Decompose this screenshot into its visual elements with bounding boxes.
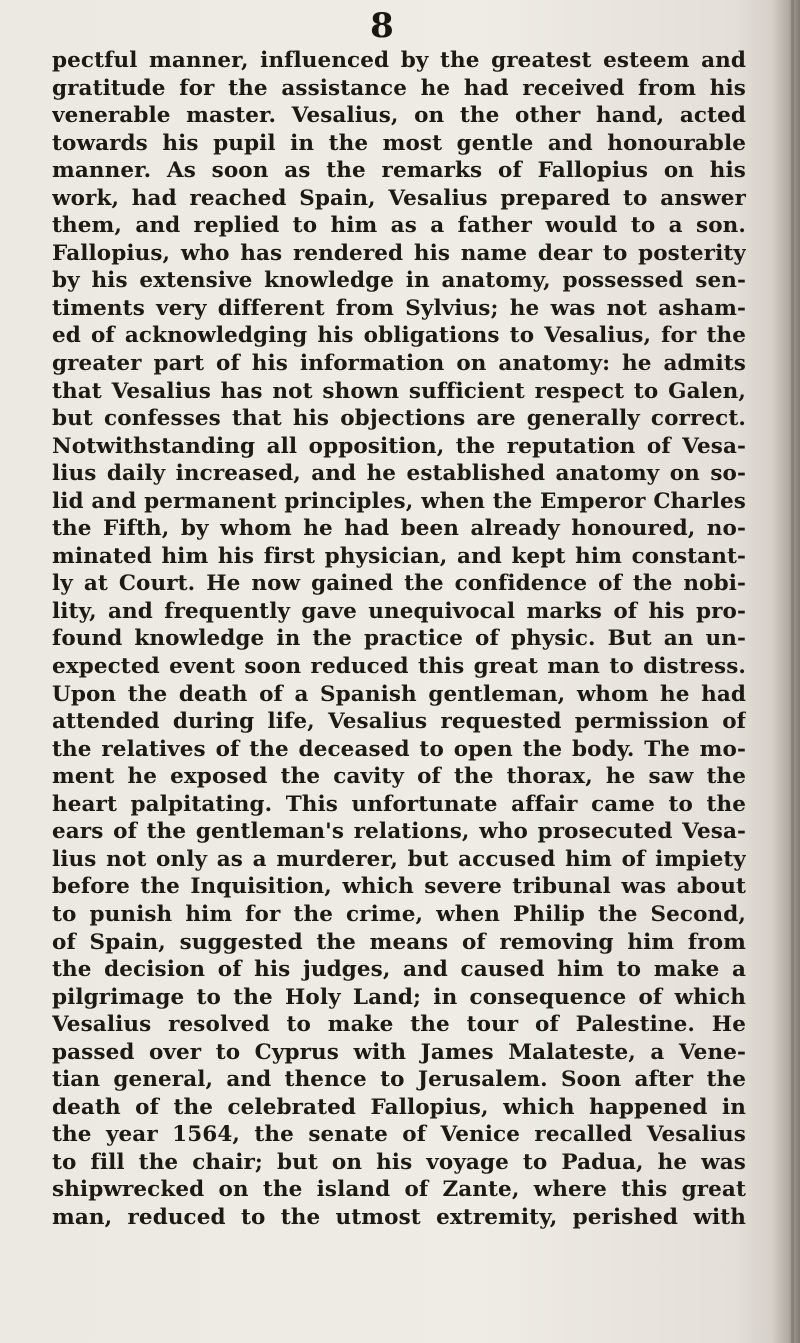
text-line: minated him his first physician, and kept him constant- — [52, 543, 746, 569]
page-number: 8 — [370, 6, 394, 46]
text-line: gratitude for the assistance he had received from his — [52, 75, 746, 101]
page-edge-shadow — [772, 0, 800, 1343]
text-line: work, had reached Spain, Vesalius prepared to answer — [52, 185, 746, 211]
text-line: timents very different from Sylvius; he was not asham- — [52, 295, 746, 321]
text-line: but confesses that his objections are generally correct. — [52, 406, 746, 432]
text-line: pectful manner, influenced by the greatest esteem and — [52, 48, 746, 73]
text-line: pilgrimage to the Holy Land; in consequence of which — [52, 984, 746, 1010]
text-line: of Spain, suggested the means of removing him from — [52, 929, 746, 955]
text-line: before the Inquisition, which severe tribunal was about — [52, 874, 746, 900]
text-line: greater part of his information on anatomy: he admits — [52, 351, 746, 377]
text-line: passed over to Cyprus with James Malateste, a Vene- — [52, 1039, 746, 1065]
page-edge-line — [791, 0, 794, 1343]
text-line: ed of acknowledging his obligations to Vesalius, for the — [52, 323, 746, 349]
text-line: attended during life, Vesalius requested permission of — [52, 709, 746, 735]
text-line: death of the celebrated Fallopius, which happened in — [52, 1094, 746, 1120]
text-line: shipwrecked on the island of Zante, where this great — [52, 1177, 746, 1203]
text-line: venerable master. Vesalius, on the other hand, acted — [52, 103, 746, 129]
text-line: them, and replied to him as a father would to a son. — [52, 213, 746, 239]
text-line: Fallopius, who has rendered his name dear to posterity — [52, 240, 746, 266]
text-line: tian general, and thence to Jerusalem. Soon after the — [52, 1067, 746, 1093]
text-line: the year 1564, the senate of Venice recalled Vesalius — [52, 1122, 746, 1148]
text-line: lid and permanent principles, when the Emperor Charles — [52, 488, 746, 514]
text-line: towards his pupil in the most gentle and honourable — [52, 130, 746, 156]
text-line: lius not only as a murderer, but accused him of impiety — [52, 846, 746, 872]
text-line: ment he exposed the cavity of the thorax, he saw the — [52, 764, 746, 790]
text-line: that Vesalius has not shown sufficient respect to Galen, — [52, 378, 746, 404]
text-line: the Fifth, by whom he had been already honoured, no- — [52, 516, 746, 542]
text-line: expected event soon reduced this great man to distress. — [52, 654, 746, 680]
text-line: Upon the death of a Spanish gentleman, whom he had — [52, 681, 746, 707]
text-line: ly at Court. He now gained the confidence of the nobi- — [52, 571, 746, 597]
text-line: manner. As soon as the remarks of Fallopius on his — [52, 158, 746, 184]
text-line: lity, and frequently gave unequivocal marks of his pro- — [52, 598, 746, 624]
text-line: the decision of his judges, and caused him to make a — [52, 957, 746, 983]
text-line: by his extensive knowledge in anatomy, possessed sen- — [52, 268, 746, 294]
text-line: lius daily increased, and he established anatomy on so- — [52, 461, 746, 487]
text-line: to fill the chair; but on his voyage to Padua, he was — [52, 1149, 746, 1175]
text-line: Vesalius resolved to make the tour of Palestine. He — [52, 1012, 746, 1038]
text-line: the relatives of the deceased to open the body. The mo- — [52, 736, 746, 762]
text-line: found knowledge in the practice of physic. But an un- — [52, 626, 746, 652]
text-line: to punish him for the crime, when Philip the Second, — [52, 901, 746, 927]
text-line: Notwithstanding all opposition, the reputation of Vesa- — [52, 433, 746, 459]
text-line: heart palpitating. This unfortunate affair came to the — [52, 791, 746, 817]
text-line: man, reduced to the utmost extremity, perished with — [52, 1204, 746, 1230]
text-line: ears of the gentleman's relations, who prosecuted Vesa- — [52, 819, 746, 845]
body-text — [52, 47, 746, 1232]
